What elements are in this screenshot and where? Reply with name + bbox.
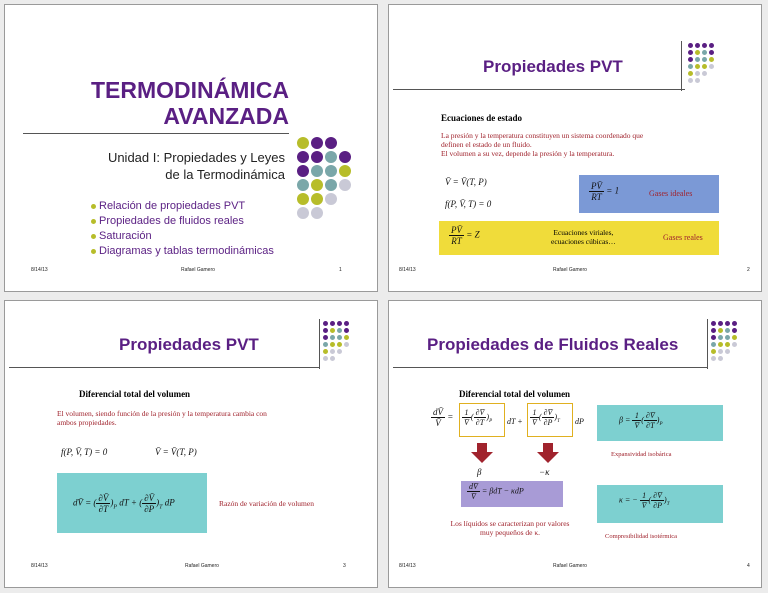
equation-volume-function: V̄ = V̄(T, P) xyxy=(445,177,487,187)
title-divider-vertical xyxy=(319,319,320,369)
real-gas-description: Ecuaciones viriales, ecuaciones cúbicas… xyxy=(551,228,616,246)
footer-author: Rafael Gamero xyxy=(181,267,215,273)
slide-title: Propiedades PVT xyxy=(483,57,623,76)
section-heading: Ecuaciones de estado xyxy=(441,113,522,123)
real-gas-equation: $\frac{PV̄}{RT}$ = Z xyxy=(451,225,480,246)
intro-text: El volumen, siendo función de la presión y la temperatura cambia con ambos propiedades. xyxy=(57,409,267,427)
title-divider xyxy=(393,367,707,368)
bullet-item: Diagramas y tablas termodinámicas xyxy=(91,244,274,259)
liquids-note: Los líquidos se caracterizan por valores muy pequeños de κ. xyxy=(450,519,570,537)
kappa-term-box: $\frac{1}{V̄}$ ( $\frac{\partial V̄}{\partial P}$ )$_T$ xyxy=(527,403,573,437)
intro-text: La presión y la temperatura constituyen un sistema coordenado que definen el estado de un fluido. El volumen a su vez, depende la presión y la temperatura. xyxy=(441,131,644,158)
title-divider-vertical xyxy=(681,41,682,91)
beta-term-box: $\frac{1}{V̄}$ ( $\frac{\partial V̄}{\partial T}$ )$_P$ xyxy=(459,403,505,437)
title-divider-vertical xyxy=(707,319,708,369)
kappa-symbol: −κ xyxy=(539,467,550,477)
total-differential-box xyxy=(57,473,207,533)
kappa-down-arrow-icon xyxy=(537,443,559,463)
combined-equation-box: $\frac{dV̄}{V̄}$ = βdT − κdP xyxy=(461,481,563,507)
equation-implicit-state: f(P, V̄, T) = 0 xyxy=(61,447,108,457)
beta-down-arrow-icon xyxy=(471,443,493,463)
beta-symbol: β xyxy=(477,467,482,477)
title-divider xyxy=(23,133,289,134)
footer-author: Rafael Gamero xyxy=(553,267,587,273)
section-heading: Diferencial total del volumen xyxy=(459,389,571,399)
footer-page-number: 1 xyxy=(339,267,342,273)
slide-2[interactable] xyxy=(388,4,762,292)
footer-page-number: 4 xyxy=(747,563,750,569)
slide-title xyxy=(91,77,289,129)
equation-volume-function: V̄ = V̄(T, P) xyxy=(155,447,197,457)
slide-title: Propiedades PVT xyxy=(119,335,259,354)
real-gas-box xyxy=(439,221,719,255)
subtitle-line-2: de la Termodinámica xyxy=(165,167,285,182)
title-line-2: AVANZADA xyxy=(163,103,289,129)
bullet-item: Saturación xyxy=(91,229,274,244)
title-line-1: TERMODINÁMICA xyxy=(90,77,289,103)
footer-page-number: 3 xyxy=(343,563,346,569)
footer-page-number: 2 xyxy=(747,267,750,273)
slide-title: Propiedades de Fluidos Reales xyxy=(427,335,679,354)
slide-4[interactable]: Propiedades de Fluidos Reales Diferencial total del volumen $\frac{dV̄}{V̄}$ = $\frac{1}{V̄}$ ( $\frac{\partial V̄}{\partial T}$ )$_P$ dT + $\frac{1}{V̄}$ ( $\frac{\partial V̄}{\partial P}$ )$_T$ dP β −κ $\frac{dV̄}{V̄}$ = βdT − κdP Los líquidos se caracterizan por valores muy pequeños de κ. β = $\frac{1}{V̄}$ ( $\frac{\partial V̄}{\partial T}$ )$_P$ Expansividad isobárica κ = − $\frac{1}{V̄}$ ( $\frac{\partial V̄}{\partial P}$ )$_T$ Compresibilidad isotérmica 8/14/13 Rafael Gamero 4 xyxy=(388,300,762,588)
real-gas-label: Gases reales xyxy=(663,233,703,242)
volume-rate-note: Razón de variación de volumen xyxy=(219,499,314,508)
title-divider xyxy=(9,367,319,368)
bullet-item: Propiedades de fluidos reales xyxy=(91,214,274,229)
equation-implicit-state: f(P, V̄, T) = 0 xyxy=(445,199,492,209)
footer-date: 8/14/13 xyxy=(399,267,416,273)
beta-label: Expansividad isobárica xyxy=(611,451,672,458)
relative-differential-lhs: $\frac{dV̄}{V̄}$ = xyxy=(433,407,454,428)
slide-subtitle xyxy=(108,149,285,183)
ideal-gas-equation: $\frac{PV̄}{RT}$ = 1 xyxy=(591,181,620,202)
footer-author: Rafael Gamero xyxy=(185,563,219,569)
footer-date: 8/14/13 xyxy=(31,267,48,273)
footer-date: 8/14/13 xyxy=(31,563,48,569)
kappa-definition-box: κ = − $\frac{1}{V̄}$ ( $\frac{\partial V̄}{\partial P}$ )$_T$ xyxy=(597,485,723,523)
beta-definition-box: β = $\frac{1}{V̄}$ ( $\frac{\partial V̄}{\partial T}$ )$_P$ xyxy=(597,405,723,441)
bullet-dot-icon xyxy=(91,249,96,254)
footer-author: Rafael Gamero xyxy=(553,563,587,569)
section-heading: Diferencial total del volumen xyxy=(79,389,191,399)
ideal-gas-box xyxy=(579,175,719,213)
slide-1[interactable] xyxy=(4,4,378,292)
slide-3[interactable] xyxy=(4,300,378,588)
bullet-dot-icon xyxy=(91,234,96,239)
kappa-label: Compresibilidad isotérmica xyxy=(605,533,678,540)
bullet-dot-icon xyxy=(91,204,96,209)
footer-date: 8/14/13 xyxy=(399,563,416,569)
title-divider xyxy=(393,89,685,90)
ideal-gas-label: Gases ideales xyxy=(649,189,693,198)
total-differential-equation: dV̄ = ( $\frac{\partial V̄}{\partial T}$ )$_P$ dT + ( $\frac{\partial V̄}{\partial P}$ )$_T$ dP xyxy=(73,493,175,514)
bullet-item: Relación de propiedades PVT xyxy=(91,199,274,214)
subtitle-line-1: Unidad I: Propiedades y Leyes xyxy=(107,150,285,165)
bullet-list xyxy=(91,199,274,259)
bullet-dot-icon xyxy=(91,219,96,224)
